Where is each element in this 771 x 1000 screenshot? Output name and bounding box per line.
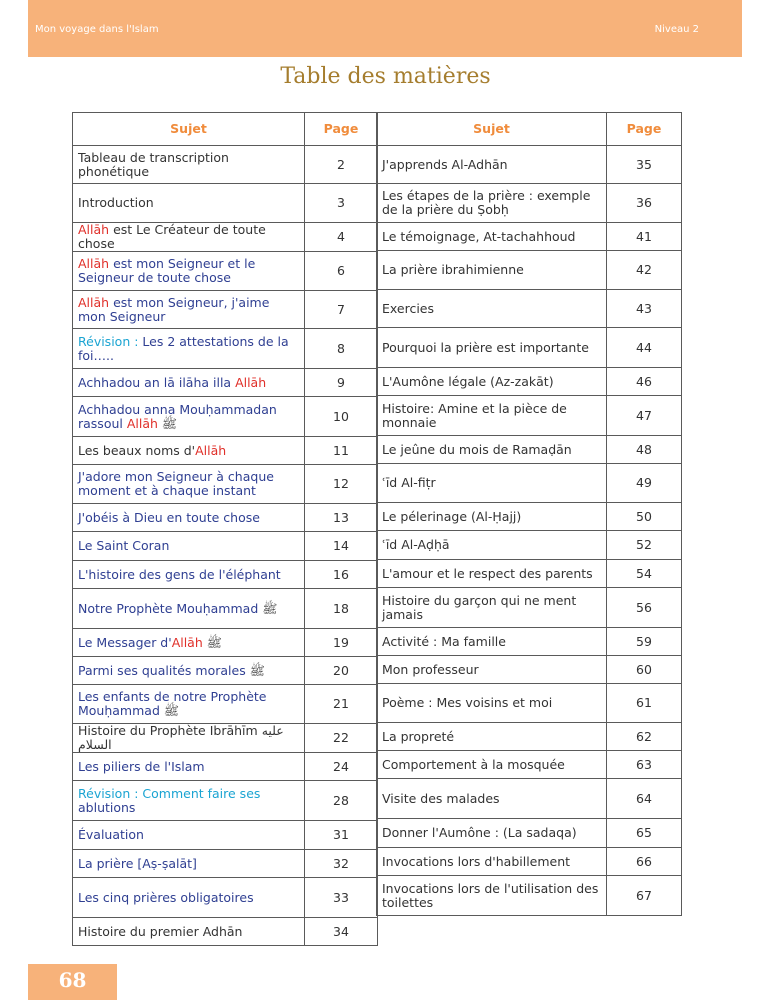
toc-page-number: 60 [607,656,682,684]
page-number-box [28,964,117,1000]
toc-page-number: 24 [305,753,378,781]
toc-subject [73,589,305,629]
subject-text-part: Les piliers de l'Islam [78,758,205,774]
toc-subject [73,918,305,946]
subject-text-part: Allāh [78,222,110,237]
toc-subject [73,532,305,561]
book-title: Mon voyage dans l'Islam [35,24,159,35]
toc-page-number: 34 [305,918,378,946]
toc-page-number: 4 [305,223,378,252]
subject-text-part: Allāh [78,294,110,310]
toc-subject [73,878,305,918]
toc-row [73,504,378,532]
toc-subject: Pourquoi la prière est importante [377,328,607,368]
subject-text-part: Le Saint Coran [78,538,170,553]
toc-row [377,531,682,560]
subject-text-part: Parmi ses qualités morales [78,662,250,678]
toc-page-number: 8 [305,329,378,369]
toc-subject [73,369,305,397]
table-header-row [377,113,682,146]
toc-row [377,819,682,848]
toc-subject [73,685,305,724]
subject-text-part: Achhadou an lā ilāha illa [78,374,236,390]
toc-row [73,753,378,781]
toc-page-number: 36 [607,184,682,223]
subject-text-part: Allāh [195,442,227,458]
toc-subject: Histoire du garçon qui ne ment jamais [377,588,607,628]
toc-row [73,146,378,184]
subject-text-part: Les 2 attestations de la foi….. [78,333,289,363]
toc-row [377,436,682,464]
toc-page-number: 19 [305,629,378,657]
toc-subject [73,291,305,329]
toc-row [73,629,378,657]
toc-subject: Exercies [377,290,607,328]
toc-page-number: 10 [305,397,378,437]
toc-page-number: 44 [607,328,682,368]
toc-row [73,252,378,291]
subject-text-part: Le Messager d' [78,634,172,650]
subject-text-part: ﷺ [157,415,178,431]
toc-page-number: 14 [305,532,378,561]
toc-subject: Invocations lors de l'utilisation des toilettes [377,876,607,916]
toc-subject [73,437,305,465]
toc-row [73,397,378,437]
subject-text-part: La prière [Aṣ-ṣalāt] [78,855,197,871]
toc-subject: Le pélerinage (Al-Ḥajj) [377,503,607,531]
toc-subject [73,724,305,753]
toc-row [377,588,682,628]
subject-text-part: Histoire du Prophète Ibrāhīm [78,723,262,738]
subject-text-part: est mon Seigneur et le Seigneur de toute chose [78,256,256,285]
toc-page-number: 18 [305,589,378,629]
toc-row [377,751,682,779]
toc-subject: ʿīd Al-fiṭr [377,464,607,503]
toc-page-number: 50 [607,503,682,531]
toc-subject: ʿīd Al-Aḍḥā [377,531,607,560]
toc-row [377,223,682,251]
subject-text-part: Allāh [78,256,110,271]
toc-subject: La propreté [377,723,607,751]
toc-subject [73,850,305,878]
toc-page-number: 20 [305,657,378,685]
toc-page-number: 31 [305,821,378,850]
toc-row [377,684,682,723]
subject-text-part: Révision : Comment faire ses [78,785,261,801]
toc-subject [73,504,305,532]
toc-row [377,368,682,396]
toc-subject: Poème : Mes voisins et moi [377,684,607,723]
subject-text-part: est Le Créateur de toute chose [78,222,266,251]
toc-page-number: 62 [607,723,682,751]
subject-text-part: Introduction [78,195,154,210]
toc-page-number: 3 [305,184,378,223]
toc-subject: Comportement à la mosquée [377,751,607,779]
toc-subject: J'apprends Al-Adhān [377,146,607,184]
toc-row [377,184,682,223]
subject-text-part: ﷺ [202,634,222,650]
column-header-page: Page [305,113,378,146]
toc-subject: Visite des malades [377,779,607,819]
toc-row [377,560,682,588]
toc-row [73,821,378,850]
toc-page-number: 7 [305,291,378,329]
subject-text-part: Allāh [126,415,158,431]
toc-row [73,878,378,918]
toc-row [73,724,378,753]
table-header-row [73,113,378,146]
toc-page-number: 28 [305,781,378,821]
toc-row [73,781,378,821]
level-label: Niveau 2 [654,24,699,35]
toc-page-number: 64 [607,779,682,819]
subject-text-part: Les cinq prières obligatoires [78,889,254,905]
subject-text-part: L'histoire des gens de l'éléphant [78,566,281,582]
toc-row [377,723,682,751]
subject-text-part: Allāh [235,374,267,390]
toc-row [377,656,682,684]
toc-page-number: 56 [607,588,682,628]
toc-page-number: 47 [607,396,682,436]
toc-subject: Invocations lors d'habillement [377,848,607,876]
toc-page-number: 16 [305,561,378,589]
toc-row [377,464,682,503]
toc-row [73,532,378,561]
subject-text-part: Allāh [171,634,203,650]
toc-page-number: 63 [607,751,682,779]
toc-row [73,685,378,724]
toc-table-right [376,112,682,916]
toc-row [377,876,682,916]
toc-page-number: 33 [305,878,378,918]
toc-row [377,503,682,531]
toc-row [73,437,378,465]
toc-page-number: 65 [607,819,682,848]
toc-row [73,918,378,946]
toc-subject: Activité : Ma famille [377,628,607,656]
toc-page-number: 35 [607,146,682,184]
toc-row [377,628,682,656]
toc-page-number: 2 [305,146,378,184]
toc-subject [73,252,305,291]
toc-subject [73,821,305,850]
toc-page-number: 41 [607,223,682,251]
toc-page-number: 9 [305,369,378,397]
subject-text-part: Les beaux noms d' [78,442,196,458]
toc-subject: Le témoignage, At-tachahhoud [377,223,607,251]
toc-subject [73,146,305,184]
toc-page-number: 66 [607,848,682,876]
toc-subject [73,561,305,589]
toc-subject [73,465,305,504]
toc-row [73,657,378,685]
toc-page-number: 32 [305,850,378,878]
toc-row [377,328,682,368]
toc-subject: L'amour et le respect des parents [377,560,607,588]
column-header-page: Page [607,113,682,146]
subject-text-part: Histoire du premier Adhān [78,923,243,939]
toc-row [73,465,378,504]
toc-page-number: 21 [305,685,378,724]
toc-subject: Le jeûne du mois de Ramaḍān [377,436,607,464]
toc-row [73,184,378,223]
toc-subject [73,753,305,781]
toc-page-number: 12 [305,465,378,504]
toc-page-number: 59 [607,628,682,656]
subject-text-part: Évaluation [78,827,144,842]
subject-text-part: عليه السلام [78,723,284,752]
toc-subject [73,657,305,685]
subject-text-part: ﷺ [262,600,278,616]
toc-row [73,589,378,629]
toc-page-number: 11 [305,437,378,465]
page-title: Table des matières [280,64,491,89]
subject-text-part: Révision : [78,333,143,349]
toc-row [377,290,682,328]
toc-subject: Mon professeur [377,656,607,684]
page-number: 68 [58,968,87,992]
toc-subject: Histoire: Amine et la pièce de monnaie [377,396,607,436]
toc-page-number: 54 [607,560,682,588]
toc-row [73,329,378,369]
toc-page-number: 43 [607,290,682,328]
subject-text-part: est mon Seigneur, j'aime mon Seigneur [78,294,270,324]
toc-page-number: 22 [305,724,378,753]
toc-page-number: 52 [607,531,682,560]
toc-row [377,146,682,184]
toc-subject: La prière ibrahimienne [377,251,607,290]
subject-text-part: Notre Prophète Mouḥammad [78,600,263,616]
toc-row [377,251,682,290]
subject-text-part: ﷺ [249,662,265,678]
column-header-subject: Sujet [73,113,305,146]
toc-subject [73,781,305,821]
column-header-subject: Sujet [377,113,607,146]
toc-row [377,848,682,876]
subject-text-part: Achhadou anna Mouḥammadan rassoul [78,401,277,431]
toc-subject: L'Aumône légale (Az-zakāt) [377,368,607,396]
subject-text-part: Les enfants de notre Prophète Mouḥammad [78,689,267,718]
toc-table-left [72,112,378,946]
toc-row [73,291,378,329]
toc-page-number: 48 [607,436,682,464]
subject-text-part: ﷺ [163,703,179,718]
toc-subject: Les étapes de la prière : exemple de la prière du Ṣobḥ [377,184,607,223]
toc-page-number: 49 [607,464,682,503]
toc-subject [73,629,305,657]
toc-row [377,779,682,819]
toc-page-number: 42 [607,251,682,290]
toc-page-number: 46 [607,368,682,396]
toc-row [73,561,378,589]
toc-page-number: 13 [305,504,378,532]
toc-subject [73,329,305,369]
toc-page-number: 67 [607,876,682,916]
toc-subject [73,184,305,223]
toc-subject [73,397,305,437]
toc-row [73,850,378,878]
subject-text-part: ablutions [78,799,136,815]
toc-subject [73,223,305,252]
toc-row [377,396,682,436]
toc-page-number: 6 [305,252,378,291]
toc-row [73,223,378,252]
subject-text-part: J'obéis à Dieu en toute chose [78,509,260,525]
subject-text-part: J'adore mon Seigneur à chaque moment et à chaque instant [78,469,274,498]
subject-text-part: Tableau de transcription phonétique [78,149,229,179]
toc-page-number: 61 [607,684,682,723]
toc-row [73,369,378,397]
toc-subject: Donner l'Aumône : (La sadaqa) [377,819,607,848]
